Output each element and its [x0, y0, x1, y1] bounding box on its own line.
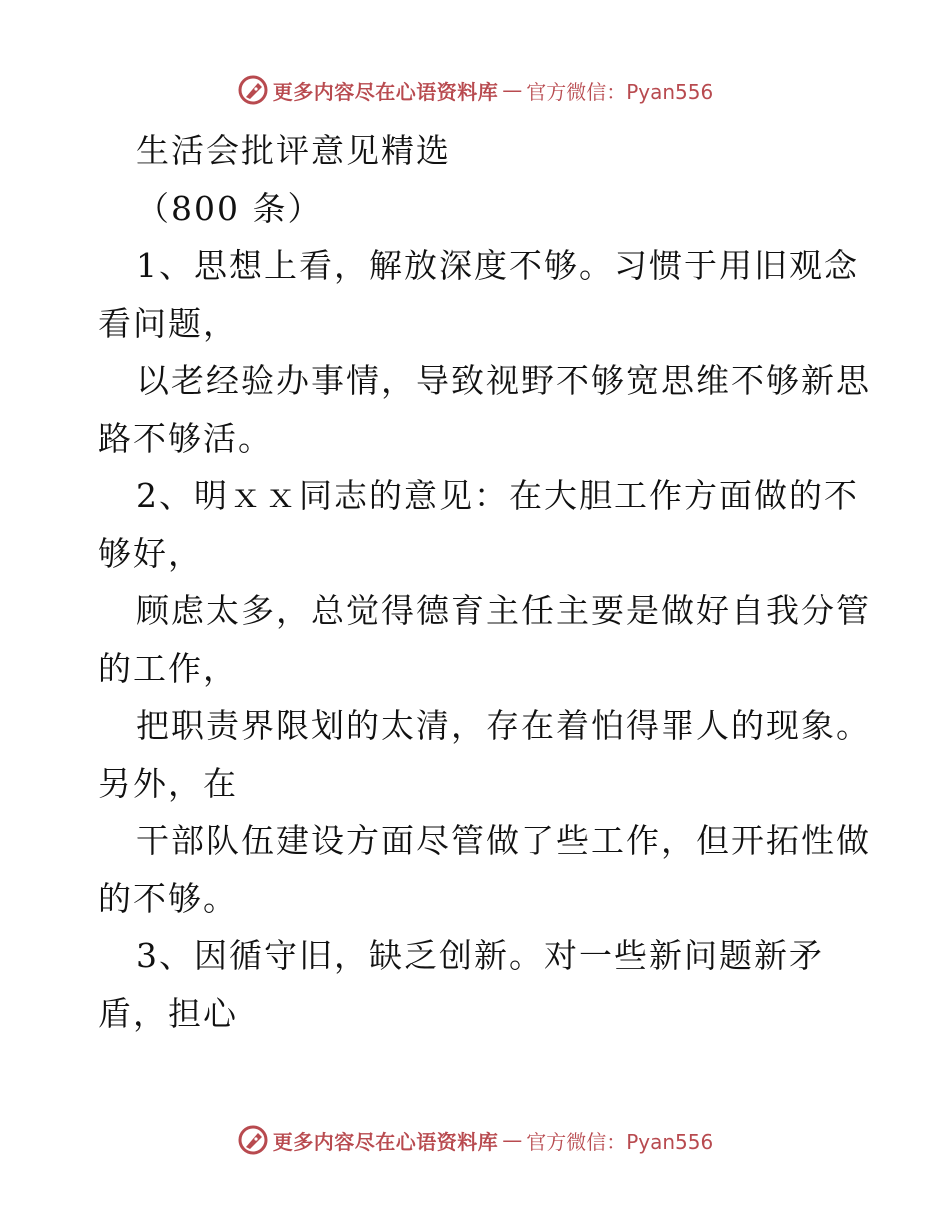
paragraph-line: 的不够。 — [98, 878, 238, 918]
paragraph-line: 3、因循守旧，缺乏创新。对一些新问题新矛 — [136, 936, 824, 975]
pen-nib-logo-icon — [237, 74, 269, 106]
paragraph-line: 的工作， — [98, 648, 238, 688]
banner-wechat: 官方微信：Pyan556 — [526, 79, 714, 104]
paragraph-line: 看问题， — [98, 303, 238, 343]
banner-title: 更多内容尽在心语资料库 — [272, 1129, 499, 1154]
paragraph-line: 以老经验办事情，导致视野不够宽思维不够新思 — [136, 361, 871, 400]
paragraph-line: 2、明ｘｘ同志的意见：在大胆工作方面做的不 — [136, 476, 859, 515]
paragraph-line: 把职责界限划的太清，存在着怕得罪人的现象。 — [136, 706, 871, 745]
paragraph-line: 盾，担心 — [98, 993, 238, 1033]
paragraph-line: 顾虑太多，总觉得德育主任主要是做好自我分管 — [136, 591, 871, 630]
footer-banner — [0, 1120, 950, 1160]
paragraph-line: 够好， — [98, 533, 203, 573]
banner-title: 更多内容尽在心语资料库 — [272, 79, 499, 104]
banner-wechat: 官方微信：Pyan556 — [526, 1129, 714, 1154]
document-body — [98, 122, 871, 1042]
paragraph-line: 干部队伍建设方面尽管做了些工作，但开拓性做 — [136, 821, 871, 860]
paragraph-line: 另外，在 — [98, 763, 238, 803]
banner-separator: — — [502, 78, 523, 102]
paragraph-line: 路不够活。 — [98, 418, 273, 458]
document-subtitle: （800 条） — [136, 188, 323, 228]
paragraph-line: 1、思想上看，解放深度不够。习惯于用旧观念 — [136, 246, 859, 285]
pen-nib-logo-icon — [237, 1124, 269, 1156]
banner-separator: — — [502, 1128, 523, 1152]
document-title: 生活会批评意见精选 — [136, 131, 451, 170]
header-banner — [0, 70, 950, 110]
